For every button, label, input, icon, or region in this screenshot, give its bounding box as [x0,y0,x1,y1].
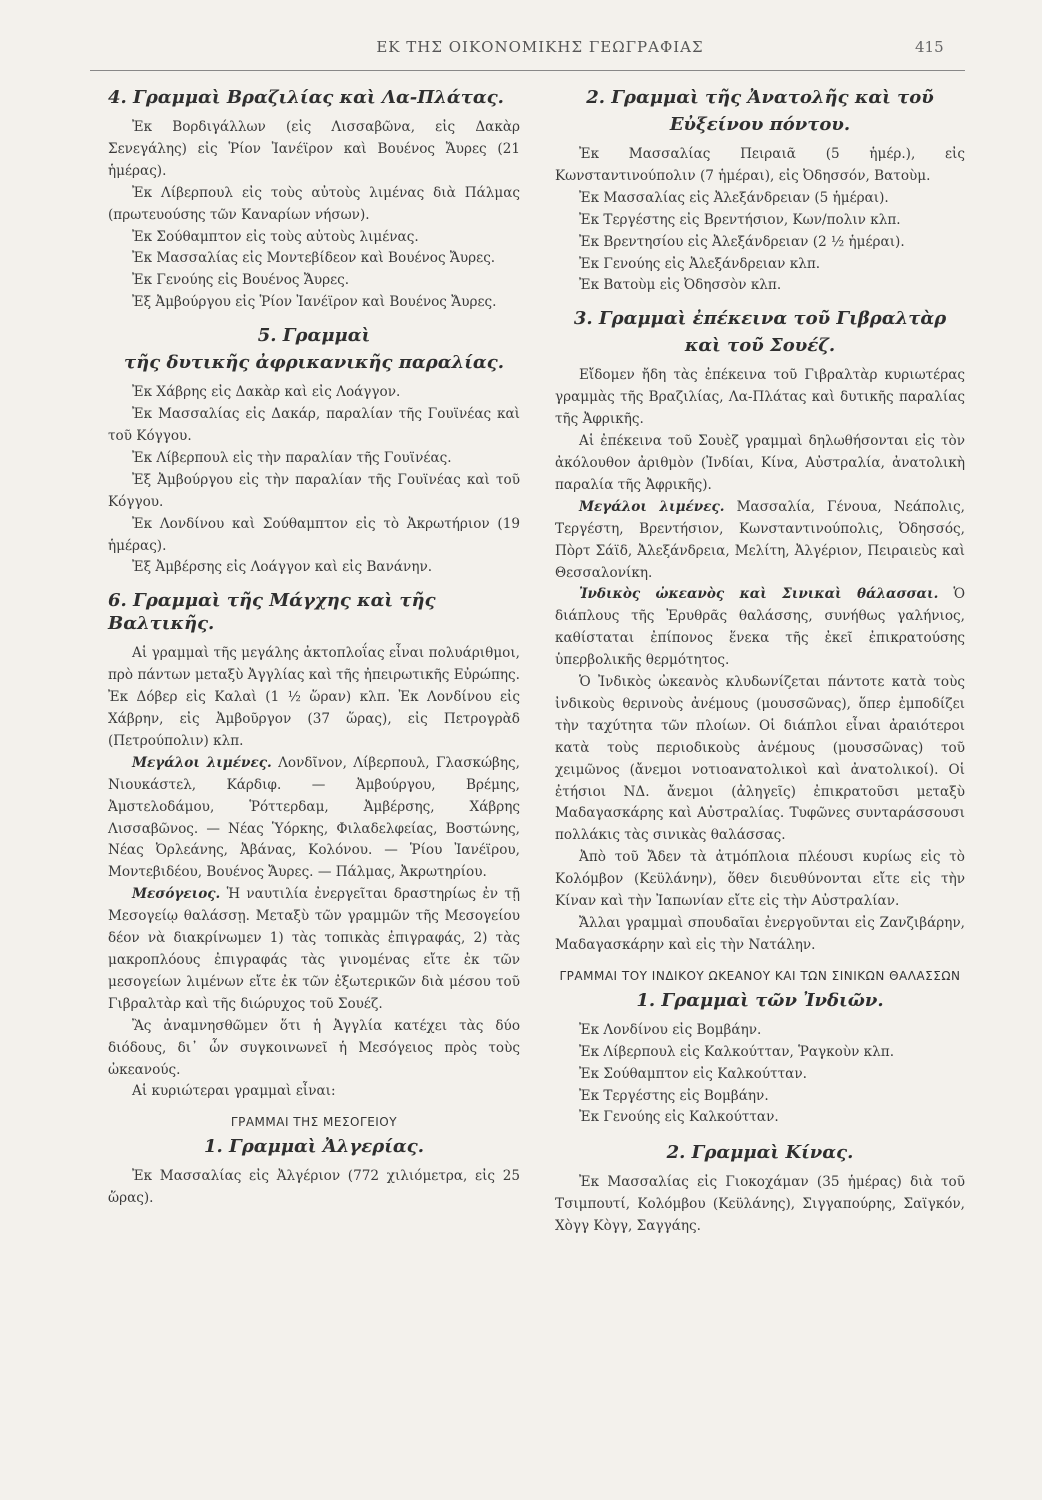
india-item: Ἐκ Σούθαμπτον εἰς Καλκούτταν. [579,1065,807,1082]
running-title: ΕΚ ΤΗΣ ΟΙΚΟΝΟΜΙΚΗΣ ΓΕΩΓΡΑΦΙΑΣ [376,38,704,56]
section-3-heading-line1: 3. Γραμμαὶ ἐπέκεινα τοῦ Γιβραλτὰρ [573,308,947,330]
s6-med-paragraph [108,884,520,1015]
s6-paragraph: Αἱ κυριώτεραι γραμμαὶ εἶναι: [132,1083,336,1100]
section-5-heading-line1: 5. Γραμμαὶ [257,325,371,347]
s5-item: Ἐκ Λίβερπουλ εἰς τὴν παραλίαν τῆς Γουϊνέας. [132,449,452,466]
section-4-heading: 4. Γραμμαὶ Βραζιλίας καὶ Λα-Πλάτας. [108,87,504,108]
s2-item: Ἐκ Μασσαλίας Πειραιᾶ (5 ἡμέρ.), εἰς Κωνσταντινούπολιν (7 ἡμέραι), εἰς Ὀδησσόν, Βατοὺμ. [555,146,965,184]
s6-ports-paragraph [108,753,520,884]
mediterranean-lines-caption: ΓΡΑΜΜΑΙ ΤΗΣ ΜΕΣΟΓΕΙΟΥ [230,1115,398,1130]
mediterranean-label: Μεσόγειος. [132,886,221,903]
section-3-heading-line2: καὶ τοῦ Σουέζ. [684,335,836,357]
india-item: Ἐκ Λίβερπουλ εἰς Καλκούτταν, Ῥαγκοὺν κλπ. [579,1043,895,1060]
indian-lines-caption: ΓΡΑΜΜΑΙ ΤΟΥ ΙΝΔΙΚΟΥ ΩΚΕΑΝΟΥ ΚΑΙ ΤΩΝ ΣΙΝΙΚΩΝ ΘΑΛΑΣΣΩΝ [559,968,961,983]
ports-text: Μασσαλία, Γένουα, Νεάπολις, Τεργέστη, Βρεντήσιον, Κωνσταντινούπολις, Ὀδησσός, Πὸρτ Σάϊδ, Ἀλεξάνδρεια, Μελίτη, Ἀλγέριον, Πειραιεὺς καὶ Θεσσαλονίκη. [555,498,965,581]
s4-item: Ἐξ Ἀμβούργου εἰς Ῥίον Ἰανέϊρον καὶ Βουένος Ἄυρες. [132,294,497,311]
algeria-text: Ἐκ Μασσαλίας εἰς Ἀλγέριον (772 χιλιόμετρα, εἰς 25 ὥρας). [108,1168,520,1207]
s6-paragraph: Ἂς ἀναμνησθῶμεν ὅτι ἡ Ἀγγλία κατέχει τὰς δύο διόδους, δι᾽ ὧν συγκοινωνεῖ ἡ Μεσόγειος πρὸς τοὺς ὠκεανούς. [108,1017,520,1078]
page-number: 415 [915,38,944,56]
left-column [108,82,520,1210]
s3-paragraph: Ὁ Ἰνδικὸς ὠκεανὸς κλυδωνίζεται πάντοτε κατὰ τοὺς ἰνδικοὺς θερινοὺς ἀνέμους (μουσσῶνας), ὅπερ ἐμποδίζει τὴν ταχύτητα τῶν πλοίων. Οἱ διάπλοι εἶναι ἀραιότεροι κατὰ τοὺς περιοδικοὺς ἀνέμους (μουσσῶνας) τοῦ χειμῶνος (ἄνεμοι νοτιοανατολικοὶ καὶ ἀνατολικοί). Οἱ ἐτήσιοι ΝΔ. ἄνεμοι (ἀληγεῖς) ἐπικρατοῦσι μεταξὺ Μαδαγασκάρης καὶ Αὐστραλίας. Τυφῶνες συνταράσσουσι πολλάκις τὰς σινικὰς θαλάσσας. [555,674,965,844]
s2-item: Ἐκ Βατοὺμ εἰς Ὀδησσὸν κλπ. [579,277,782,294]
indian-ocean-label: Ἰνδικὸς ὠκεανὸς καὶ Σινικαὶ θάλασσαι. [579,586,939,603]
s2-item: Ἐκ Τεργέστης εἰς Βρεντήσιον, Κων/πολιν κλπ. [579,211,901,228]
s5-item: Ἐκ Χάβρης εἰς Δακὰρ καὶ εἰς Λοάγγον. [132,384,401,401]
s4-item: Ἐκ Βορδιγάλλων (εἰς Λισσαβῶνα, εἰς Δακὰρ Σενεγάλης) εἰς Ῥίον Ἰανέϊρον καὶ Βουένος Ἄυρες (21 ἡμέρας). [108,119,520,179]
s2-item: Ἐκ Βρεντησίου εἰς Ἀλεξάνδρειαν (2 ½ ἡμέραι). [579,233,905,250]
india-item: Ἐκ Τεργέστης εἰς Βομβάην. [579,1087,769,1104]
s5-item: Ἐκ Μασσαλίας εἰς Δακάρ, παραλίαν τῆς Γουϊνέας καὶ τοῦ Κόγγου. [108,406,520,444]
s3-paragraph: Αἱ ἐπέκεινα τοῦ Σουὲζ γραμμαὶ δηλωθήσονται εἰς τὸν ἀκόλουθον ἀριθμὸν (Ἰνδίαι, Κίνα, Αὐστραλία, ἀνατολικὴ παραλία τῆς Ἀφρικῆς). [555,433,965,493]
s3-paragraph: Ἄλλαι γραμμαὶ σπουδαῖαι ἐνεργοῦνται εἰς Ζανζιβάρην, Μαδαγασκάρην καὶ εἰς τὴν Νατάλην. [555,915,965,953]
section-5-heading-line2: τῆς δυτικῆς ἀφρικανικῆς παραλίας. [124,352,504,374]
india-item: Ἐκ Λονδίνου εἰς Βομβάην. [579,1021,762,1038]
s5-item: Ἐξ Ἀμβούργου εἰς τὴν παραλίαν τῆς Γουϊνέας καὶ τοῦ Κόγγου. [108,471,520,510]
s2-item: Ἐκ Γενούης εἰς Ἀλεξάνδρειαν κλπ. [579,255,821,272]
s3-paragraph: Ἀπὸ τοῦ Ἄδεν τὰ ἀτμόπλοια πλέουσι κυρίως εἰς τὸ Κολόμβον (Κεϋλάνην), ὅθεν διευθύνονται εἴτε εἰς τὴν Κίναν καὶ τὴν Ἰαπωνίαν εἴτε εἰς τὴν Αὐστραλίαν. [555,849,965,910]
s3-paragraph: Εἴδομεν ἤδη τὰς ἐπέκεινα τοῦ Γιβραλτὰρ κυριωτέρας γραμμὰς τῆς Βραζιλίας, Λα-Πλάτας καὶ δυτικῆς παραλίας τῆς Ἀφρικῆς. [555,367,965,428]
china-text: Ἐκ Μασσαλίας εἰς Γιοκοχάμαν (35 ἡμέρας) διὰ τοῦ Τσιμπουτί, Κολόμβου (Κεϋλάνης), Σιγγαπούρης, Σαϊγκόν, Χὸγγ Κὸγγ, Σαγγάης. [555,1174,965,1235]
ports-label: Μεγάλοι λιμένες. [579,498,725,515]
s4-item: Ἐκ Λίβερπουλ εἰς τοὺς αὐτοὺς λιμένας διὰ Πάλμας (πρωτευούσης τῶν Καναρίων νήσων). [108,184,520,223]
section-6-heading: 6. Γραμμαὶ τῆς Μάγχης καὶ τῆς Βαλτικῆς. [108,590,436,635]
s4-item: Ἐκ Σούθαμπτον εἰς τοὺς αὐτοὺς λιμένας. [132,228,419,245]
india-item: Ἐκ Γενούης εἰς Καλκούτταν. [579,1109,779,1126]
ports-text: Λονδῖνον, Λίβερπουλ, Γλασκώβης, Νιουκάστελ, Κάρδιφ. — Ἀμβούργου, Βρέμης, Ἀμστελοδάμου, Ῥόττερδαμ, Ἀμβέρσης, Χάβρης Λισσαβῶνος. — Νέας Ὑόρκης, Φιλαδελφείας, Βοστώνης, Νέας Ὀρλεάνης, Ἀβάνας, Κολόνου. — Ῥίου Ἰανέϊρου, Μοντεβιδέου, Βουένος Ἄυρες. — Πάλμας, Ἀκρωτηρίου. [108,754,520,881]
s3-ports-paragraph [555,497,965,585]
s2-item: Ἐκ Μασσαλίας εἰς Ἀλεξάνδρειαν (5 ἡμέραι). [579,189,889,206]
s5-item: Ἐκ Λονδίνου καὶ Σούθαμπτον εἰς τὸ Ἀκρωτήριον (19 ἡμέρας). [108,515,520,554]
china-heading: 2. Γραμμαὶ Κίνας. [666,1142,854,1164]
s5-item: Ἐξ Ἀμβέρσης εἰς Λοάγγον καὶ εἰς Βανάνην. [132,559,433,576]
mediterranean-text: Ἡ ναυτιλία ἐνεργεῖται δραστηρίως ἐν τῇ Μεσογείῳ θαλάσσῃ. Μεταξὺ τῶν γραμμῶν τῆς Μεσογείου δέον νὰ διακρίνωμεν 1) τὰς τοπικὰς ἐπιγραφάς, 2) τὰς μακροπλόους ἐπιγραφάς τὰς γινομένας εἴτε ἐκ τῶν μεσογείων λιμένων εἴτε ἐκ τῶν ἐξωτερικῶν διὰ μέσου τοῦ Γιβραλτὰρ καὶ τῆς διώρυχος τοῦ Σουέζ. [108,886,520,1012]
algeria-heading: 1. Γραμμαὶ Ἀλγερίας. [203,1136,424,1158]
header-rule [90,70,965,71]
running-head [0,38,1042,62]
india-heading: 1. Γραμμαὶ τῶν Ἰνδιῶν. [636,989,884,1011]
s4-item: Ἐκ Μασσαλίας εἰς Μοντεβίδεον καὶ Βουένος Ἄυρες. [132,250,496,267]
s3-indian-paragraph [555,584,965,672]
s4-item: Ἐκ Γενούης εἰς Βουένος Ἄυρες. [132,272,350,289]
ports-label: Μεγάλοι λιμένες. [132,754,272,771]
s6-paragraph: Αἱ γραμμαὶ τῆς μεγάλης ἀκτοπλοΐας εἶναι πολυάριθμοι, πρὸ πάντων μεταξὺ Ἀγγλίας καὶ τῆς ἠπειρωτικῆς Εὐρώπης. Ἐκ Δόβερ εἰς Καλαὶ (1 ½ ὥραν) κλπ. Ἐκ Λονδίνου εἰς Χάβρην, εἰς Ἀμβοῦργον (37 ὥρας), εἰς Πετρογρὰδ (Πετρούπολιν) κλπ. [108,645,520,749]
indian-ocean-text: Ὁ διάπλους τῆς Ἐρυθρᾶς θαλάσσης, συνήθως γαλήνιος, καθίσταται ἐπίπονος ἕνεκα τῆς ἐκεῖ ἐπικρατούσης ὑπερβολικῆς θερμότητος. [555,586,965,669]
right-column [555,82,965,1238]
section-2-heading-line2: Εὐξείνου πόντου. [669,114,851,135]
section-2-heading-line1: 2. Γραμμαὶ τῆς Ἀνατολῆς καὶ τοῦ [586,87,934,108]
